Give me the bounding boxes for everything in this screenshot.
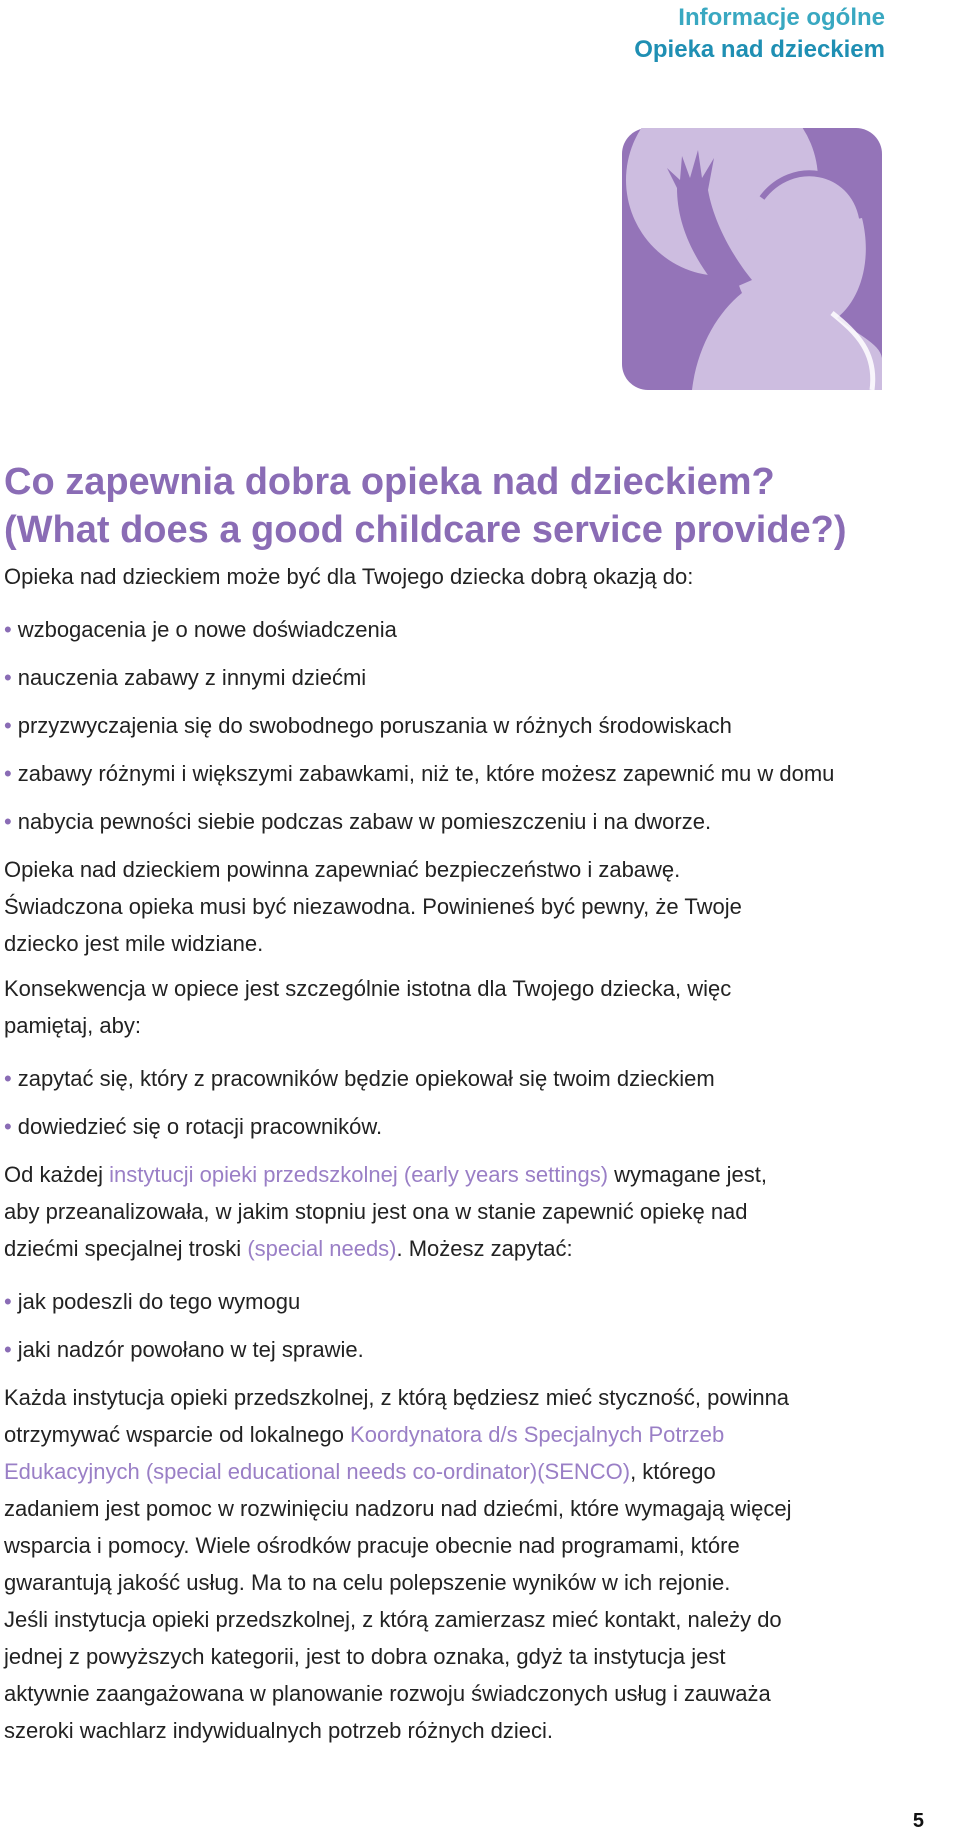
early-years-settings-term: instytucji opieki przedszkolnej (early years settings) bbox=[109, 1162, 609, 1187]
bullet-icon: • bbox=[4, 1066, 12, 1091]
bullet-icon: • bbox=[4, 1289, 12, 1314]
list-item: • zapytać się, który z pracowników będzie opiekował się twoim dzieckiem bbox=[4, 1066, 715, 1091]
consistency-paragraph: Konsekwencja w opiece jest szczególnie istotna dla Twojego dziecka, więc pamiętaj, aby: bbox=[4, 976, 732, 1038]
bullet-icon: • bbox=[4, 809, 12, 834]
senco-term-continued: Edukacyjnych (special educational needs co-ordinator)(SENCO) bbox=[4, 1459, 631, 1484]
page-title-english: (What does a good childcare service provide?) bbox=[4, 509, 847, 551]
bullet-icon: • bbox=[4, 1114, 12, 1139]
page-title-polish: Co zapewnia dobra opieka nad dzieckiem? bbox=[4, 461, 775, 503]
list-item: • przyzwyczajenia się do swobodnego poruszania w różnych środowiskach bbox=[4, 713, 732, 738]
list-item: • jaki nadzór powołano w tej sprawie. bbox=[4, 1337, 364, 1362]
section-subtitle: Opieka nad dzieckiem bbox=[634, 36, 885, 63]
bullet-icon: • bbox=[4, 665, 12, 690]
senco-paragraph: Każda instytucja opieki przedszkolnej, z którą będziesz mieć styczność, powinna otrzymywać wsparcie od lokalnego Koordynatora d/s Specjalnych Potrzeb Edukacyjnych (special educational needs co-ordinator)(SENCO), którego zadaniem jest pomoc w rozwinięciu nadzoru nad dziećmi, które wymagają więcej wsparcia i pomocy. Wiele ośrodków pracuje obecnie nad programami, które gwarantują jakość usług. Ma to na celu polepszenie wyników w ich rejonie. bbox=[4, 1385, 792, 1595]
special-needs-term: (special needs) bbox=[247, 1236, 397, 1261]
bullet-icon: • bbox=[4, 617, 12, 642]
section-header bbox=[634, 2, 885, 66]
child-with-ball-icon bbox=[622, 128, 882, 390]
benefits-list bbox=[4, 611, 954, 840]
bullet-icon: • bbox=[4, 713, 12, 738]
senco-term: Koordynatora d/s Specjalnych Potrzeb bbox=[350, 1422, 725, 1447]
page-number: 5 bbox=[912, 1810, 924, 1832]
bullet-icon: • bbox=[4, 1337, 12, 1362]
list-item: • wzbogacenia je o nowe doświadczenia bbox=[4, 617, 397, 642]
staff-questions-list bbox=[4, 1060, 954, 1145]
reliability-paragraph: Świadczona opieka musi być niezawodna. Powinieneś być pewny, że Twoje dziecko jest mile widziane. bbox=[4, 894, 742, 956]
body-text bbox=[4, 558, 954, 1749]
list-item: • dowiedzieć się o rotacji pracowników. bbox=[4, 1114, 383, 1139]
requirement-questions-list bbox=[4, 1283, 954, 1368]
bullet-icon: • bbox=[4, 761, 12, 786]
list-item: • jak podeszli do tego wymogu bbox=[4, 1289, 301, 1314]
safety-paragraph: Opieka nad dzieckiem powinna zapewniać bezpieczeństwo i zabawę. bbox=[4, 857, 681, 882]
intro-paragraph: Opieka nad dzieckiem może być dla Twojego dziecka dobrą okazją do: bbox=[4, 564, 694, 589]
page-title bbox=[4, 458, 847, 554]
settings-paragraph: Od każdej instytucji opieki przedszkolnej (early years settings) wymagane jest, aby przeanalizowała, w jakim stopniu jest ona w stanie zapewnić opiekę nad dziećmi specjalnej troski (special needs). Możesz zapytać: bbox=[4, 1162, 768, 1261]
section-title: Informacje ogólne bbox=[678, 4, 885, 31]
final-paragraph: Jeśli instytucja opieki przedszkolnej, z którą zamierzasz mieć kontakt, należy do jednej z powyższych kategorii, jest to dobra oznaka, gdyż ta instytucja jest aktywnie zaangażowana w planowanie rozwoju świadczonych usług i zauważa szeroki wachlarz indywidualnych potrzeb różnych dzieci. bbox=[4, 1607, 782, 1743]
list-item: • nabycia pewności siebie podczas zabaw w pomieszczeniu i na dworze. bbox=[4, 809, 712, 834]
list-item: • zabawy różnymi i większymi zabawkami, niż te, które możesz zapewnić mu w domu bbox=[4, 761, 835, 786]
list-item: • nauczenia zabawy z innymi dziećmi bbox=[4, 665, 367, 690]
